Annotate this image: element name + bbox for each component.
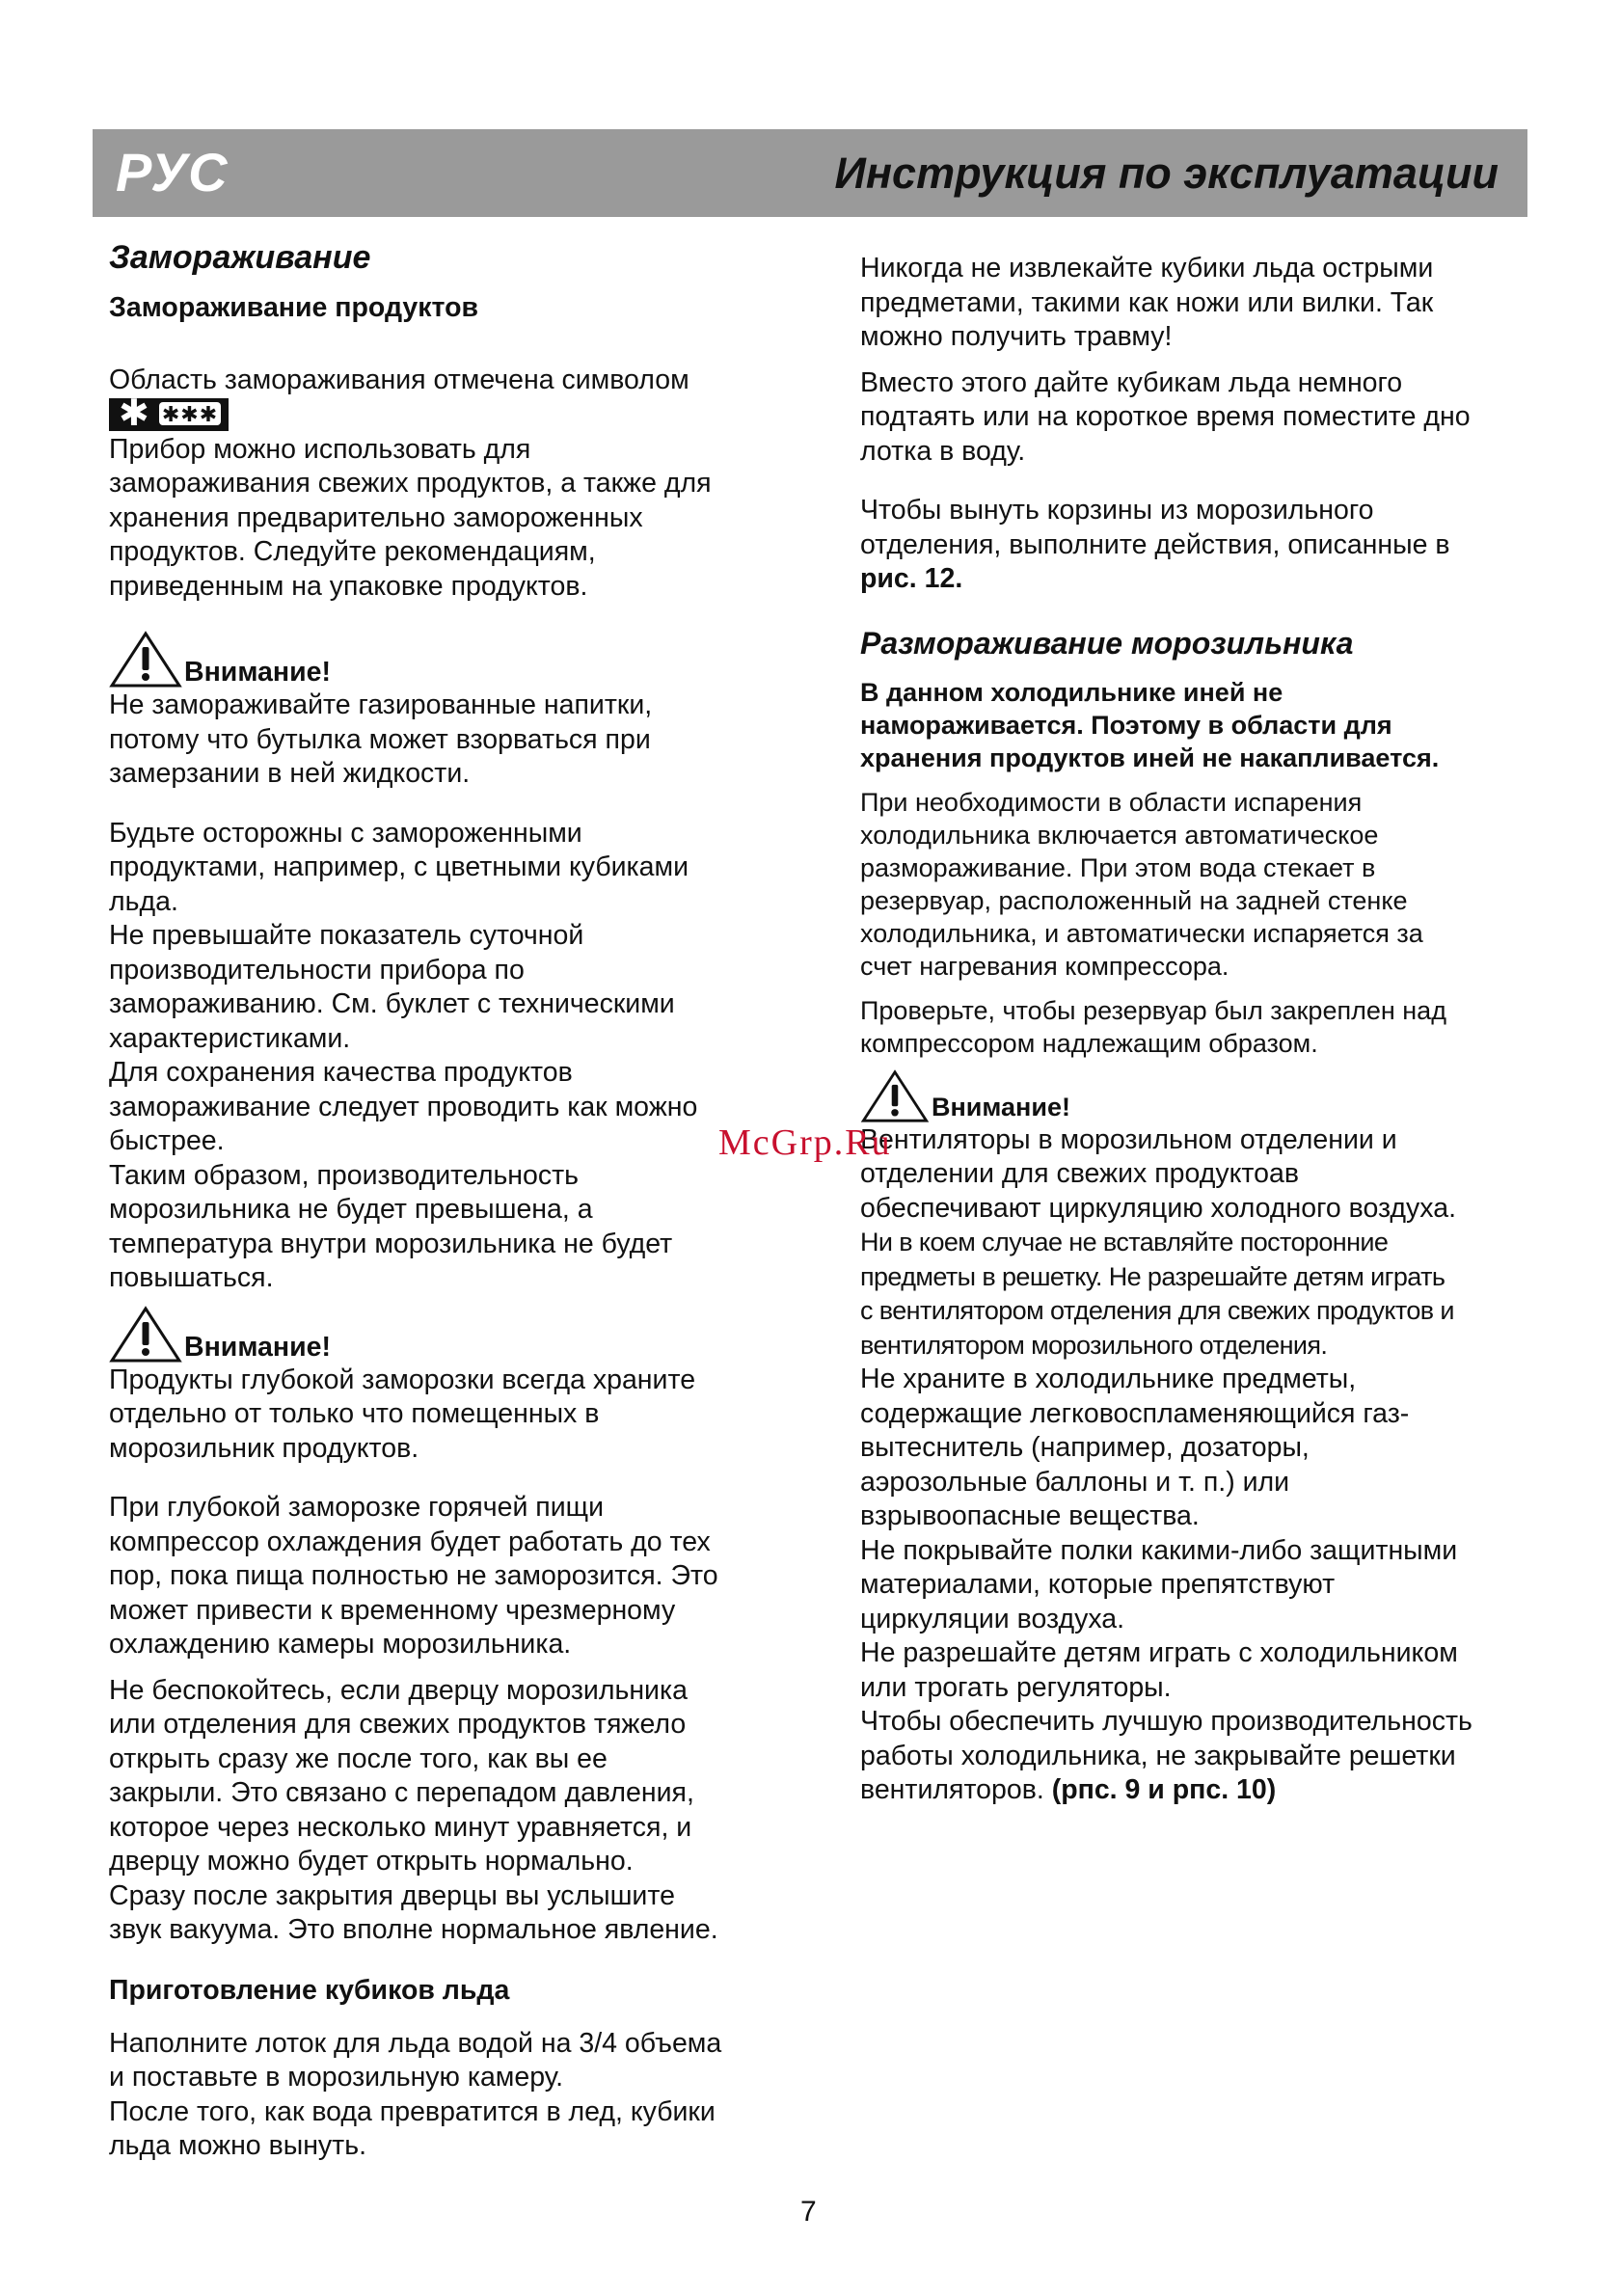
text-line: Продукты глубокой заморозки всегда храните	[109, 1364, 696, 1395]
text-line: отделения, выполните действия, описанные в	[860, 528, 1450, 560]
paragraph-baskets	[860, 494, 1545, 597]
document-title: Инструкция по эксплуатации	[834, 149, 1499, 198]
text-line: вентилятором морозильного отделения.	[860, 1330, 1328, 1360]
paragraph-fans	[860, 1123, 1545, 1227]
text-line: Ни в коем случае не вставляйте посторонние	[860, 1228, 1389, 1256]
text-line: льда.	[109, 885, 178, 917]
text-line: и поставьте в морозильную камеру.	[109, 2062, 564, 2093]
text-line: холодильника, и автоматически испаряется за	[860, 918, 1423, 948]
text-line: содержащие легковоспламеняющийся газ-	[860, 1397, 1410, 1429]
text-fragment: вентиляторов.	[860, 1774, 1044, 1805]
paragraph-freezing-zone: Область замораживания отмечена символом	[109, 365, 689, 395]
text-line: холодильника включается автоматическое	[860, 820, 1379, 850]
text-line: Чтобы вынуть корзины из морозильного	[860, 495, 1374, 526]
text-line: работы холодильника, не закрывайте решетки	[860, 1740, 1456, 1771]
text-line: замораживание следует проводить как можно	[109, 1091, 698, 1122]
text-line: быстрее.	[109, 1125, 225, 1156]
right-column	[860, 252, 1545, 1808]
warning-label: Внимание!	[932, 1092, 1070, 1121]
paragraph-appliance-use	[109, 433, 794, 605]
text-line: замораживания свежих продуктов, а также для	[109, 468, 712, 499]
text-line: Не беспокойтесь, если дверцу морозильника	[109, 1674, 688, 1706]
text-line: Проверьте, чтобы резервуар был закреплен над	[860, 995, 1446, 1025]
text-line: потому что бутылка может взорваться при	[109, 723, 651, 755]
text-line: производительности прибора по	[109, 954, 525, 986]
warning-triangle-icon	[860, 1069, 930, 1123]
warning-triangle-icon	[109, 1306, 182, 1364]
text-line: компрессор охлаждения будет работать до тех	[109, 1526, 711, 1557]
figure-reference: (рпс. 9 и рпс. 10)	[1051, 1774, 1277, 1805]
text-line: При глубокой заморозке горячей пищи	[109, 1492, 604, 1523]
text-line: При необходимости в области испарения	[860, 787, 1363, 817]
section-title-defrost: Размораживание морозильника	[860, 625, 1354, 661]
text-line: Не замораживайте газированные напитки,	[109, 689, 653, 720]
page-number: 7	[800, 2196, 817, 2228]
freezer-star-icon	[109, 392, 229, 434]
paragraph-sharp-objects	[860, 252, 1545, 355]
section-title-freezing: Замораживание	[109, 239, 371, 276]
text-line: открыть сразу же после того, как вы ее	[109, 1742, 608, 1774]
text-line: хранения продуктов иней не накапливается.	[860, 743, 1440, 772]
text-line: размораживание. При этом вода стекает в	[860, 852, 1376, 882]
warning-label: Внимание!	[184, 657, 331, 688]
text-line: звук вакуума. Это вполне нормальное явление.	[109, 1914, 718, 1945]
text-line: Прибор можно использовать для	[109, 433, 531, 465]
text-line: Никогда не извлекайте кубики льда острыми	[860, 253, 1434, 284]
text-line: отделении для свежих продуктоав	[860, 1158, 1299, 1189]
text-line: характеристиками.	[109, 1022, 351, 1054]
subheading-freezing-food: Замораживание продуктов	[109, 292, 479, 323]
text-line: морозильник продуктов.	[109, 1432, 419, 1464]
text-line: замерзании в ней жидкости.	[109, 758, 471, 789]
text-line: или трогать регуляторы.	[860, 1671, 1172, 1703]
warning-text-1	[109, 689, 794, 792]
watermark: McGrp.Ru	[718, 1122, 892, 1163]
text-line: температура внутри морозильника не будет	[109, 1228, 673, 1259]
text-line: подтаять или на короткое время поместите дно	[860, 401, 1471, 432]
paragraph-frozen-care	[109, 817, 794, 1296]
text-line: счет нагревания компрессора.	[860, 951, 1229, 981]
text-line: пор, пока пища полностью не заморозится. Это	[109, 1560, 718, 1591]
text-line: предметы в решетку. Не разрешайте детям играть	[860, 1261, 1445, 1291]
text-line: закрыли. Это связано с перепадом давления,	[109, 1777, 694, 1808]
text-line: льда можно вынуть.	[109, 2130, 367, 2161]
text-line: повышаться.	[109, 1262, 274, 1293]
text-line: Будьте осторожны с замороженными	[109, 817, 582, 849]
text-line: После того, как вода превратится в лед, кубики	[109, 2095, 716, 2127]
bold-intro	[860, 676, 1545, 774]
text-line: может привести к временному чрезмерному	[109, 1594, 676, 1626]
paragraph-door-pressure	[109, 1674, 794, 1948]
paragraph-safety	[860, 1363, 1545, 1808]
text-line: взрывоопасные вещества.	[860, 1500, 1200, 1531]
text-line: Таким образом, производительность	[109, 1159, 580, 1191]
text-line: можно получить травму!	[860, 321, 1173, 352]
paragraph-deep-freeze	[109, 1491, 794, 1662]
text-line: замораживанию. См. буклет с техническими	[109, 988, 675, 1019]
language-label: РУС	[116, 142, 229, 203]
warning-label: Внимание!	[184, 1331, 331, 1363]
left-column	[109, 236, 794, 2164]
text-line: материалами, которые препятствуют	[860, 1569, 1336, 1600]
paragraph-auto-defrost	[860, 786, 1545, 983]
warning-heading-2	[109, 1304, 794, 1364]
text-line: Чтобы обеспечить лучшую производительность	[860, 1706, 1472, 1737]
warning-triangle-icon	[109, 631, 182, 689]
text-line: отдельно от только что помещенных в	[109, 1398, 600, 1429]
text-line: В данном холодильнике иней не	[860, 677, 1283, 707]
text-line: Вместо этого дайте кубикам льда немного	[860, 366, 1403, 398]
paragraph-reservoir	[860, 994, 1545, 1060]
text-line: Для сохранения качества продуктов	[109, 1057, 573, 1088]
text-line: предметами, такими как ножи или вилки. Так	[860, 286, 1434, 318]
text-line: с вентилятором отделения для свежих продуктов и	[860, 1296, 1454, 1325]
text-line: вытеснитель (например, дозаторы,	[860, 1432, 1310, 1463]
paragraph-grille	[860, 1226, 1545, 1363]
text-line: обеспечивают циркуляцию холодного воздуха.	[860, 1192, 1457, 1224]
text-line: Сразу после закрытия дверцы вы услышите	[109, 1879, 675, 1911]
text-line: Вентиляторы в морозильном отделении и	[860, 1123, 1397, 1155]
paragraph-ice-cubes	[109, 2027, 794, 2164]
text-line: морозильника не будет превышена, а	[109, 1194, 593, 1225]
paragraph-thaw-tray	[860, 366, 1545, 470]
text-line: продуктами, например, с цветными кубиками	[109, 851, 689, 882]
text-line: аэрозольные баллоны и т. п.) или	[860, 1466, 1290, 1498]
figure-reference: рис. 12.	[860, 563, 963, 594]
text-line: резервуар, расположенный на задней стенке	[860, 885, 1408, 915]
text-line: Наполните лоток для льда водой на 3/4 объема	[109, 2027, 722, 2059]
text-line: Не превышайте показатель суточной	[109, 920, 584, 951]
text-line: Не храните в холодильнике предметы,	[860, 1364, 1357, 1394]
text-line: охлаждению камеры морозильника.	[109, 1629, 572, 1660]
text-line: которое через несколько минут уравняется, и	[109, 1811, 692, 1843]
warning-heading-3	[860, 1067, 1545, 1123]
three-star-icon: ✱✱✱	[159, 402, 221, 425]
text-line: циркуляции воздуха.	[860, 1603, 1125, 1634]
text-line: лотка в воду.	[860, 435, 1026, 467]
text-line: приведенным на упаковке продуктов.	[109, 570, 588, 602]
warning-heading-1	[109, 629, 794, 689]
text-line: намораживается. Поэтому в области для	[860, 710, 1392, 740]
text-line: Не разрешайте детям играть с холодильником	[860, 1637, 1458, 1668]
text-line: дверцу можно будет открыть нормально.	[109, 1846, 634, 1877]
text-line: продуктов. Следуйте рекомендациям,	[109, 536, 596, 567]
text-line: компрессором надлежащим образом.	[860, 1028, 1318, 1058]
text-line	[860, 1773, 1545, 1808]
star-icon: ✱	[119, 392, 149, 434]
warning-text-2	[109, 1364, 794, 1467]
page-header	[93, 129, 1527, 217]
text-line: хранения предварительно замороженных	[109, 501, 643, 533]
text-line: Не покрывайте полки какими-либо защитными	[860, 1534, 1458, 1566]
freezer-symbol	[109, 392, 794, 434]
text-line: или отделения для свежих продуктов тяжело	[109, 1709, 687, 1740]
subheading-ice-cubes: Приготовление кубиков льда	[109, 1974, 510, 2006]
